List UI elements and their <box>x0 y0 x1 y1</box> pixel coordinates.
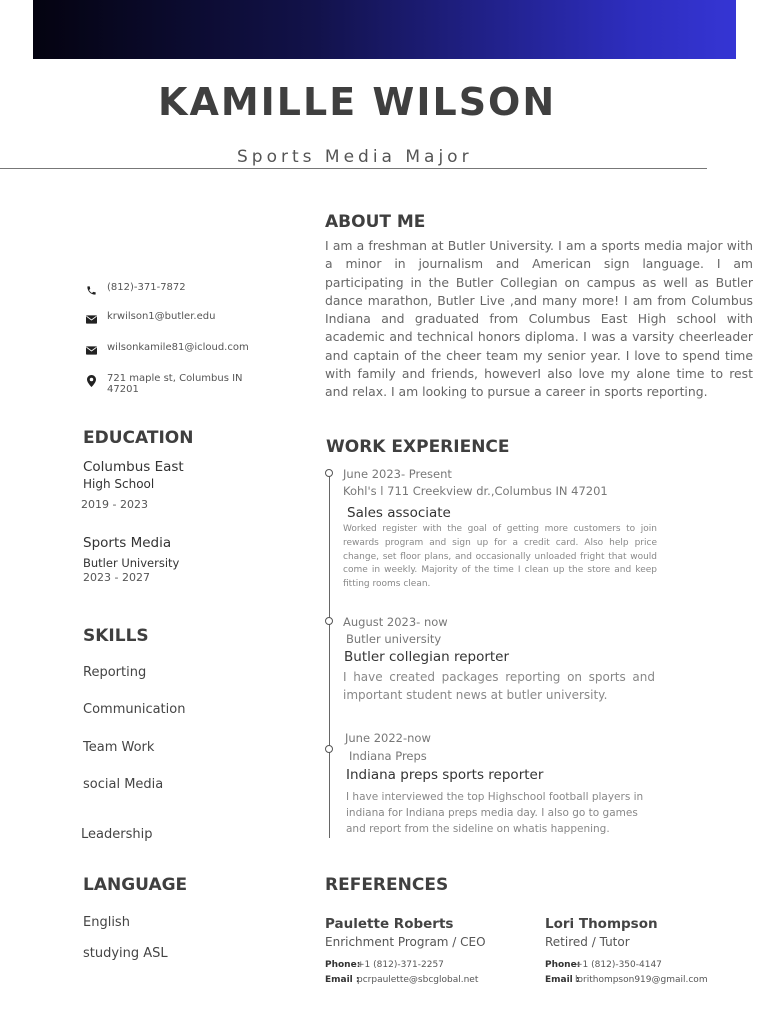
education-heading: EDUCATION <box>83 428 194 448</box>
job-role: Sales associate <box>347 505 451 521</box>
reference-role: Retired / Tutor <box>545 935 630 949</box>
contact-email-2-text: wilsonkamile81@icloud.com <box>107 342 249 353</box>
language-item: English <box>83 915 130 930</box>
contact-address-text: 721 maple st, Columbus IN 47201 <box>107 373 243 395</box>
education-detail-2: Butler University <box>83 556 180 570</box>
references-heading: REFERENCES <box>325 875 449 895</box>
about-heading: ABOUT ME <box>325 212 426 232</box>
map-pin-icon <box>84 374 98 388</box>
job-description: I have interviewed the top Highschool football players in indiana for Indiana preps media day. I also go to games and report from the sideline on whatis happening. <box>346 791 644 836</box>
work-heading: WORK EXPERIENCE <box>326 437 510 457</box>
phone-icon <box>84 283 98 297</box>
header-banner <box>33 0 736 59</box>
reference-name: Paulette Roberts <box>325 916 454 932</box>
education-years-1: 2019 - 2023 <box>81 498 148 511</box>
skill-item: Leadership <box>81 827 153 842</box>
mail-icon <box>84 343 98 357</box>
job-description: Worked register with the goal of getting more customers to join rewards program and sign up for a credit card. Also help price change, set floor plans, and occasionally unloaded fright that would come in weekly. Majority of the time I clean up the store and keep fitting rooms clean. <box>343 524 657 590</box>
contact-phone-text: (812)-371-7872 <box>107 282 186 293</box>
language-item: studying ASL <box>83 946 168 961</box>
reference-phone <box>545 960 662 970</box>
reference-email[interactable] <box>325 975 478 985</box>
header-divider <box>0 168 707 169</box>
reference-phone-value: +1 (812)-350-4147 <box>575 960 662 970</box>
resume-subtitle: Sports Media Major <box>237 147 473 167</box>
job-date: June 2022-now <box>345 731 431 745</box>
phone-label: Phone: <box>325 960 361 970</box>
reference-name: Lori Thompson <box>545 916 658 932</box>
job-role: Butler collegian reporter <box>344 649 510 665</box>
job-description: I have created packages reporting on sports and important student news at butler university. <box>343 670 655 703</box>
resume-name: KAMILLE WILSON <box>158 80 557 124</box>
skill-item: social Media <box>83 777 164 792</box>
job-date: August 2023- now <box>343 615 448 629</box>
job-role: Indiana preps sports reporter <box>346 767 544 783</box>
job-date: June 2023- Present <box>343 467 452 481</box>
reference-phone-value: +1 (812)-371-2257 <box>357 960 444 970</box>
job-place: Butler university <box>346 632 442 646</box>
education-school-2: Sports Media <box>83 535 172 551</box>
language-heading: LANGUAGE <box>83 875 188 895</box>
contact-address <box>84 373 247 395</box>
contact-email-1-text: krwilson1@butler.edu <box>107 311 216 322</box>
mail-icon <box>84 312 98 326</box>
reference-email-value: pcrpaulette@sbcglobal.net <box>357 975 479 985</box>
reference-role: Enrichment Program / CEO <box>325 935 486 949</box>
contact-phone <box>84 282 186 297</box>
timeline-line <box>329 474 330 838</box>
education-detail-1: High School <box>83 477 155 491</box>
contact-email-1[interactable] <box>84 311 215 326</box>
timeline-dot <box>325 469 333 477</box>
education-school-1: Columbus East <box>83 459 184 475</box>
skill-item: Team Work <box>83 740 155 755</box>
reference-phone <box>325 960 444 970</box>
skill-item: Communication <box>83 702 186 717</box>
about-body: I am a freshman at Butler University. I am a sports media major with a minor in journalism and American sign language. I am participating in the Butler Collegian on campus as well as Butler dance marathon, Butler Live ,and many more! I am from Columbus Indiana and graduated from Columbus East High school with academic and technical honors diploma. I was a varsity cheerleader and captain of the cheer team my senior year. I love to spend time with family and friends, howeverI also love my alone time to rest and relax. I am looking to pursue a career in sports reporting. <box>325 238 753 400</box>
contact-email-2[interactable] <box>84 342 249 357</box>
reference-email[interactable] <box>545 975 708 985</box>
job-place: Kohl's l 711 Creekview dr.,Columbus IN 47201 <box>343 484 608 498</box>
skill-item: Reporting <box>83 665 147 680</box>
email-label: Email : <box>325 975 360 985</box>
phone-label: Phone: <box>545 960 581 970</box>
education-years-2: 2023 - 2027 <box>83 571 150 584</box>
timeline-dot <box>325 617 333 625</box>
email-label: Email : <box>545 975 580 985</box>
timeline-dot <box>325 745 333 753</box>
job-place: Indiana Preps <box>349 749 427 763</box>
reference-email-value: lorithompson919@gmail.com <box>575 975 708 985</box>
skills-heading: SKILLS <box>83 626 149 646</box>
